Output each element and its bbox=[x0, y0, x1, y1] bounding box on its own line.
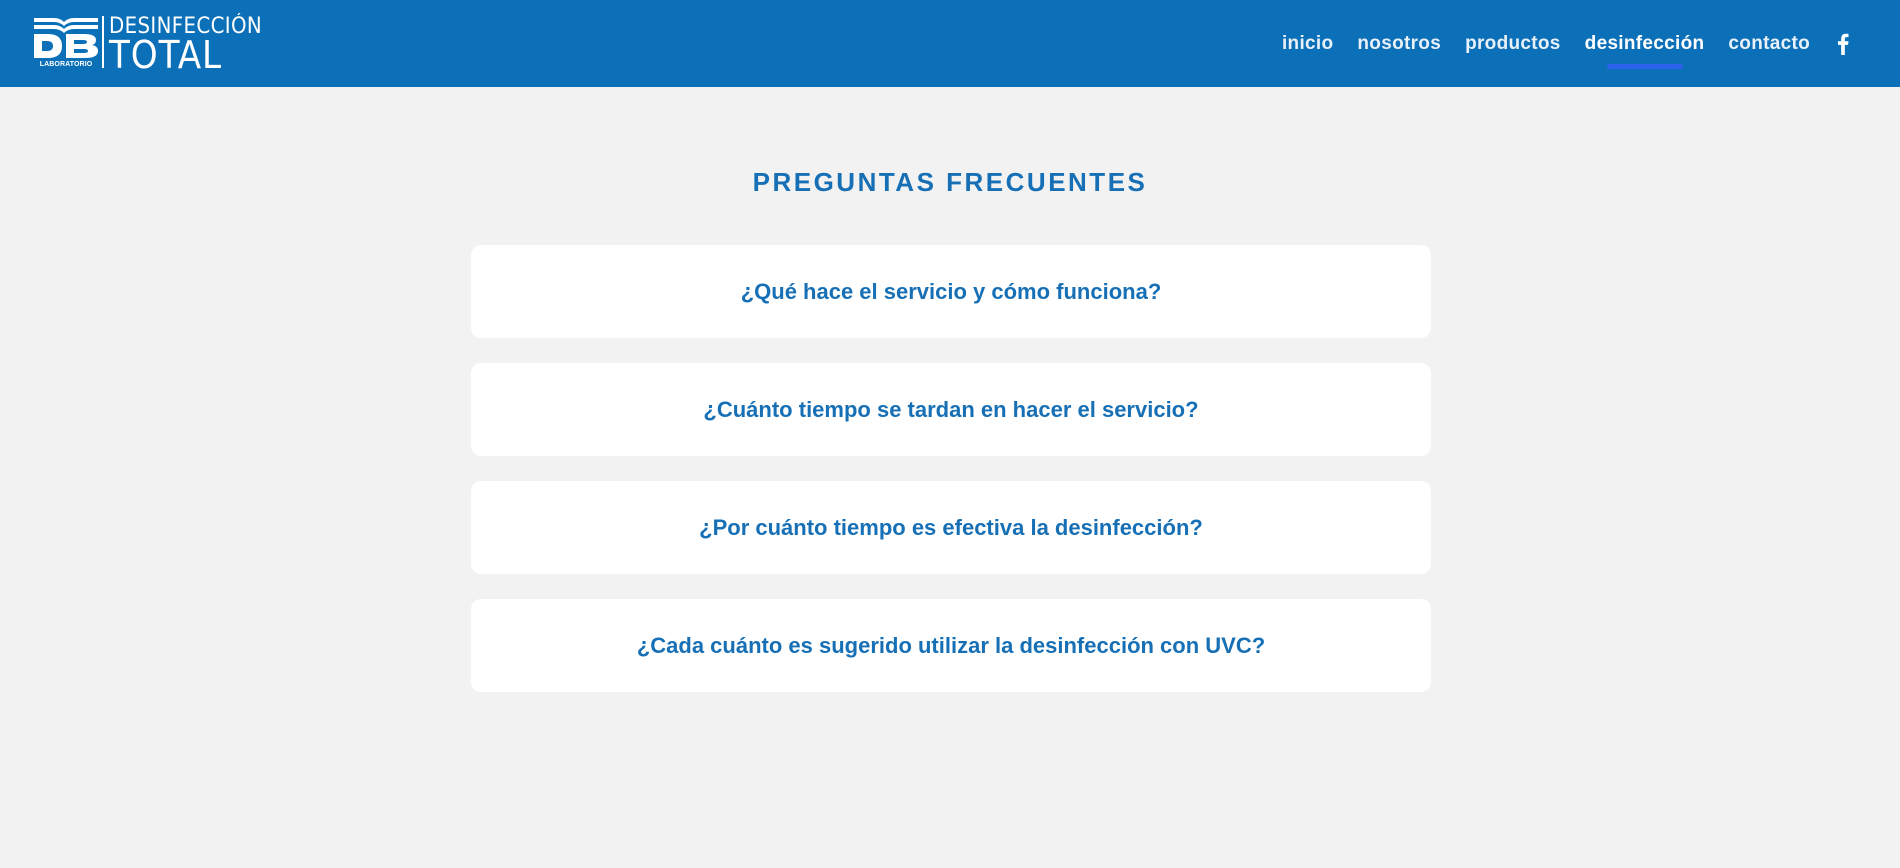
faq-item[interactable] bbox=[471, 363, 1431, 456]
faq-question: ¿Por cuánto tiempo es efectiva la desinfección? bbox=[699, 514, 1203, 540]
logo-divider bbox=[102, 16, 104, 68]
faq-item[interactable] bbox=[471, 245, 1431, 338]
site-header bbox=[0, 0, 1900, 87]
logo-line-total: TOTAL bbox=[109, 33, 223, 77]
nav-item-contacto[interactable]: contacto bbox=[1728, 32, 1810, 54]
faq-question: ¿Cada cuánto es sugerido utilizar la desinfección con UVC? bbox=[636, 632, 1266, 658]
faq-list bbox=[471, 245, 1431, 717]
logo-line-desinfeccion: DESINFECCIÓN bbox=[109, 14, 263, 39]
page-title: PREGUNTAS FRECUENTES bbox=[752, 167, 1148, 198]
nav-item-desinfeccion[interactable] bbox=[1585, 33, 1705, 55]
logo-wordmark bbox=[109, 14, 279, 77]
logo-laboratorio-text: LABORATORIO bbox=[39, 61, 93, 68]
nav-active-indicator bbox=[1607, 64, 1683, 69]
nav-item-desinfeccion-label: desinfección bbox=[1584, 32, 1705, 54]
nav-item-nosotros[interactable]: nosotros bbox=[1357, 32, 1442, 54]
logo-mark-wrap bbox=[34, 16, 98, 70]
main-nav bbox=[1258, 0, 1850, 87]
facebook-icon[interactable] bbox=[1836, 33, 1850, 55]
faq-item[interactable] bbox=[471, 599, 1431, 692]
faq-item[interactable] bbox=[471, 481, 1431, 574]
faq-question: ¿Qué hace el servicio y cómo funciona? bbox=[740, 278, 1162, 304]
brand-logo[interactable] bbox=[34, 14, 279, 77]
faq-question: ¿Cuánto tiempo se tardan en hacer el servicio? bbox=[703, 396, 1199, 422]
nav-item-productos[interactable]: productos bbox=[1465, 32, 1561, 54]
nav-item-inicio[interactable]: inicio bbox=[1281, 32, 1334, 54]
